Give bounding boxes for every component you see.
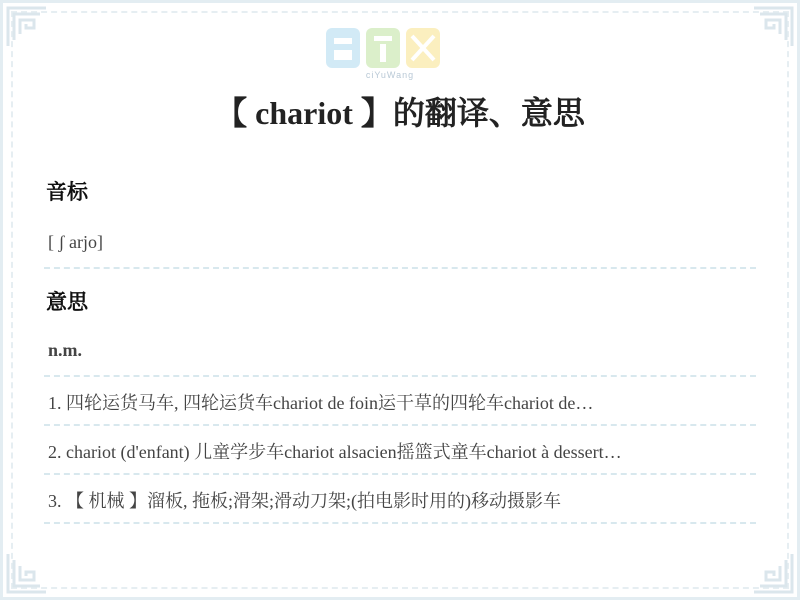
page-title: 【 chariot 】的翻译、意思 — [215, 95, 585, 131]
phonetic-heading: 音标 — [46, 180, 88, 204]
definition-3: 3. 【 机械 】溜板, 拖板;滑架;滑动刀架;(拍电影时用的)移动摄影车 — [48, 491, 561, 511]
definition-2: 2. chariot (d'enfant) 儿童学步车chariot alsacien摇篮式童车chariot à dessert… — [48, 442, 622, 462]
meaning-heading: 意思 — [46, 290, 88, 314]
corner-ornament-icon — [4, 550, 50, 596]
phonetic-value: [ ʃ arjo] — [48, 232, 103, 252]
list-item — [44, 475, 756, 524]
corner-ornament-icon — [750, 550, 796, 596]
definition-1: 1. 四轮运货马车, 四轮运货车chariot de foin运干草的四轮车chariot de… — [48, 393, 594, 413]
list-item — [44, 377, 756, 426]
logo-subtext: ciYuWang — [365, 70, 415, 80]
list-item — [44, 426, 756, 475]
site-logo-icon — [320, 18, 450, 78]
phonetic-row — [44, 220, 756, 269]
part-of-speech: n.m. — [48, 340, 83, 360]
corner-ornament-icon — [750, 4, 796, 50]
corner-ornament-icon — [4, 4, 50, 50]
part-of-speech-row — [44, 328, 756, 377]
